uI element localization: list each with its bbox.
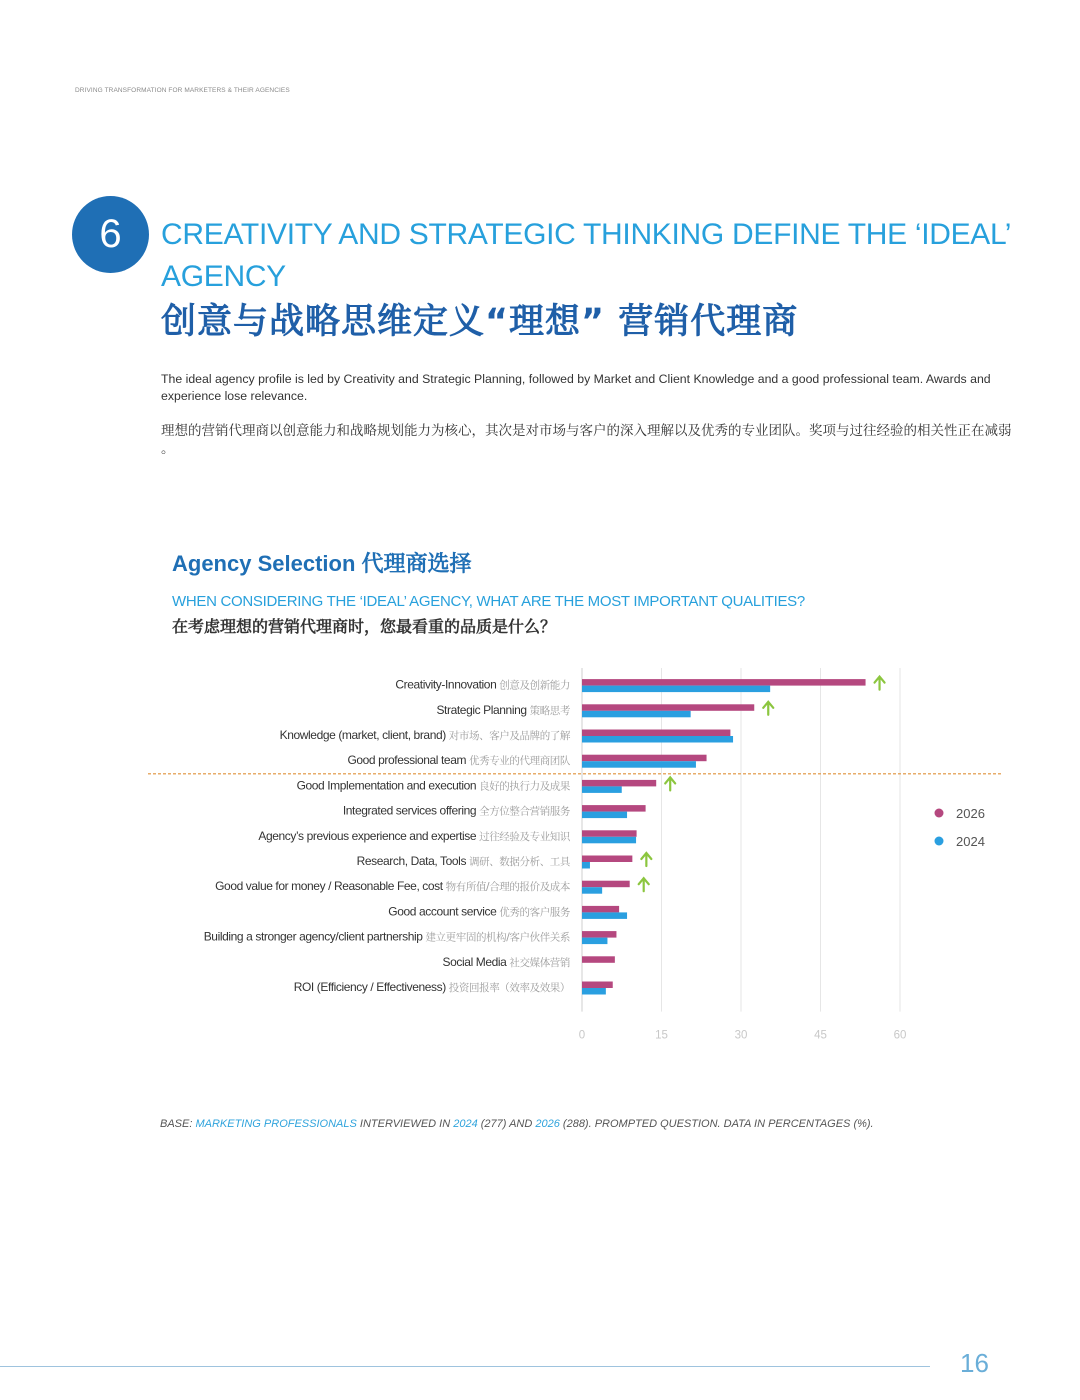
bar-2026 [582, 805, 646, 812]
footnote-highlight-2026: 2026 [535, 1118, 560, 1130]
category-label-en: Good professional team [347, 753, 467, 768]
footnote-suffix: (288). PROMPTED QUESTION. DATA IN PERCENTAGES (%). [559, 1118, 874, 1130]
running-header: DRIVING TRANSFORMATION FOR MARKETERS & THEIR AGENCIES [75, 87, 290, 94]
category-label-en: Good value for money / Reasonable Fee, cost [215, 879, 443, 894]
category-label-en: Agency’s previous experience and expertise [258, 828, 477, 843]
category-label-zh: 对市场、客户及品牌的了解 [445, 730, 570, 742]
category-label [204, 930, 571, 944]
base-footnote [160, 1118, 874, 1130]
bar-2024 [582, 711, 691, 718]
category-label [443, 955, 570, 969]
category-label-zh: 创意及创新能力 [496, 679, 570, 692]
category-label-en: Building a stronger agency/client partnership [203, 929, 423, 944]
chart-title-zh: 代理商选择 [361, 552, 472, 577]
category-label-en: Creativity-Innovation [395, 677, 497, 692]
category-label [294, 980, 570, 994]
bar-2026 [582, 906, 619, 913]
bar-2024 [582, 988, 606, 995]
increase-arrow-icon [639, 878, 649, 891]
bar-2026 [582, 931, 616, 938]
bar-2026 [582, 730, 730, 737]
bar-2026 [582, 780, 656, 787]
footer-divider [0, 1366, 930, 1367]
category-label-en: Research, Data, Tools [356, 854, 467, 868]
category-label-zh: 良好的执行力及成果 [476, 780, 570, 793]
bar-2026 [582, 956, 615, 963]
legend-marker-2026 [935, 809, 944, 818]
footnote-highlight-professionals: MARKETING PROFESSIONALS [195, 1118, 357, 1130]
footnote-highlight-2024: 2024 [453, 1118, 478, 1130]
category-label [258, 829, 571, 843]
category-label [436, 703, 570, 717]
category-label-zh: 全方位整合营销服务 [476, 805, 570, 818]
intro-paragraph-zh: 理想的营销代理商以创意能力和战略规划能力为核心，其次是对市场与客户的深入理解以及优秀的专业团队。奖项与过往经验的相关性正在减弱 。 [161, 423, 1012, 457]
category-label-zh: 过往经验及专业知识 [476, 830, 570, 843]
category-label-en: ROI (Efficiency / Effectiveness) [293, 980, 446, 994]
chart-question-zh: 在考虑理想的营销代理商时，您最看重的品质是什么？ [172, 617, 557, 636]
footnote-mid-2: (277) AND [477, 1118, 536, 1130]
bar-2026 [582, 704, 754, 711]
bar-2026 [582, 679, 866, 686]
bar-2024 [582, 786, 622, 793]
agency-selection-chart [0, 660, 1080, 1040]
bar-2026 [582, 755, 707, 762]
category-label-en: Integrated services offering [342, 803, 477, 818]
bar-2024 [582, 736, 733, 743]
intro-paragraph-en: The ideal agency profile is led by Creativity and Strategic Planning, followed by Market and Client Knowledge and a good professional team. Awards and experience lose relevance. [161, 372, 991, 403]
category-label-zh: 调研、数据分析、工具 [466, 856, 570, 868]
category-label-zh: 投资回报率（效率及效果） [445, 982, 570, 994]
category-label-en: Social Media [442, 954, 507, 969]
category-label-zh: 物有所值/合理的报价及成本 [442, 881, 570, 894]
bar-2024 [582, 887, 602, 894]
bar-2026 [582, 982, 613, 989]
x-tick-label: 60 [893, 1029, 907, 1040]
category-label-en: Strategic Planning [436, 702, 527, 717]
chart-title [172, 547, 472, 578]
section-number-badge: 6 [72, 196, 149, 273]
increase-arrow-icon [875, 677, 885, 690]
bar-2024 [582, 837, 636, 844]
section-title-zh: 创意与战略思维定义“理想” 营销代理商 [161, 302, 799, 342]
category-label [297, 778, 571, 792]
footnote-prefix: BASE: [160, 1118, 196, 1130]
footnote-mid-1: INTERVIEWED IN [356, 1118, 454, 1130]
bar-2026 [582, 830, 637, 837]
category-label [388, 904, 571, 918]
bar-2026 [582, 881, 630, 888]
category-label [357, 854, 571, 868]
bar-2024 [582, 862, 590, 869]
bar-2024 [582, 686, 770, 693]
increase-arrow-icon [665, 777, 675, 790]
increase-arrow-icon [641, 853, 651, 866]
legend-label-2026: 2026 [956, 806, 985, 821]
legend-marker-2024 [935, 837, 944, 846]
category-label [395, 678, 570, 692]
category-label [215, 879, 571, 893]
bar-2026 [582, 856, 632, 863]
chart-title-en: Agency Selection [172, 551, 356, 576]
increase-arrow-icon [763, 702, 773, 715]
category-label-en: Knowledge (market, client, brand) [279, 728, 446, 742]
page-number: 16 [960, 1348, 989, 1378]
category-label-en: Good Implementation and execution [296, 778, 477, 793]
x-tick-label: 30 [734, 1029, 748, 1040]
bar-2024 [582, 938, 607, 945]
category-label-zh: 建立更牢固的机构/客户伙伴关系 [422, 931, 570, 944]
category-label [280, 728, 571, 742]
category-label-zh: 优秀专业的代理商团队 [466, 755, 570, 768]
x-tick-label: 45 [814, 1029, 827, 1040]
x-tick-label: 0 [578, 1029, 586, 1040]
x-tick-label: 15 [655, 1029, 668, 1040]
bar-2024 [582, 812, 627, 819]
category-label-en: Good account service [388, 904, 497, 919]
bar-2024 [582, 761, 696, 768]
category-label [347, 753, 570, 767]
bar-2024 [582, 912, 627, 919]
category-label [343, 804, 571, 818]
section-title-en: CREATIVITY AND STRATEGIC THINKING DEFINE THE ‘IDEAL’ AGENCY [161, 218, 1010, 293]
legend-label-2024: 2024 [956, 834, 985, 849]
category-label-zh: 优秀的客户服务 [496, 906, 570, 919]
category-label-zh: 社交媒体营销 [506, 956, 570, 969]
category-label-zh: 策略思考 [526, 704, 570, 717]
chart-question-en: WHEN CONSIDERING THE ‘IDEAL’ AGENCY, WHAT ARE THE MOST IMPORTANT QUALITIES? [172, 593, 805, 610]
